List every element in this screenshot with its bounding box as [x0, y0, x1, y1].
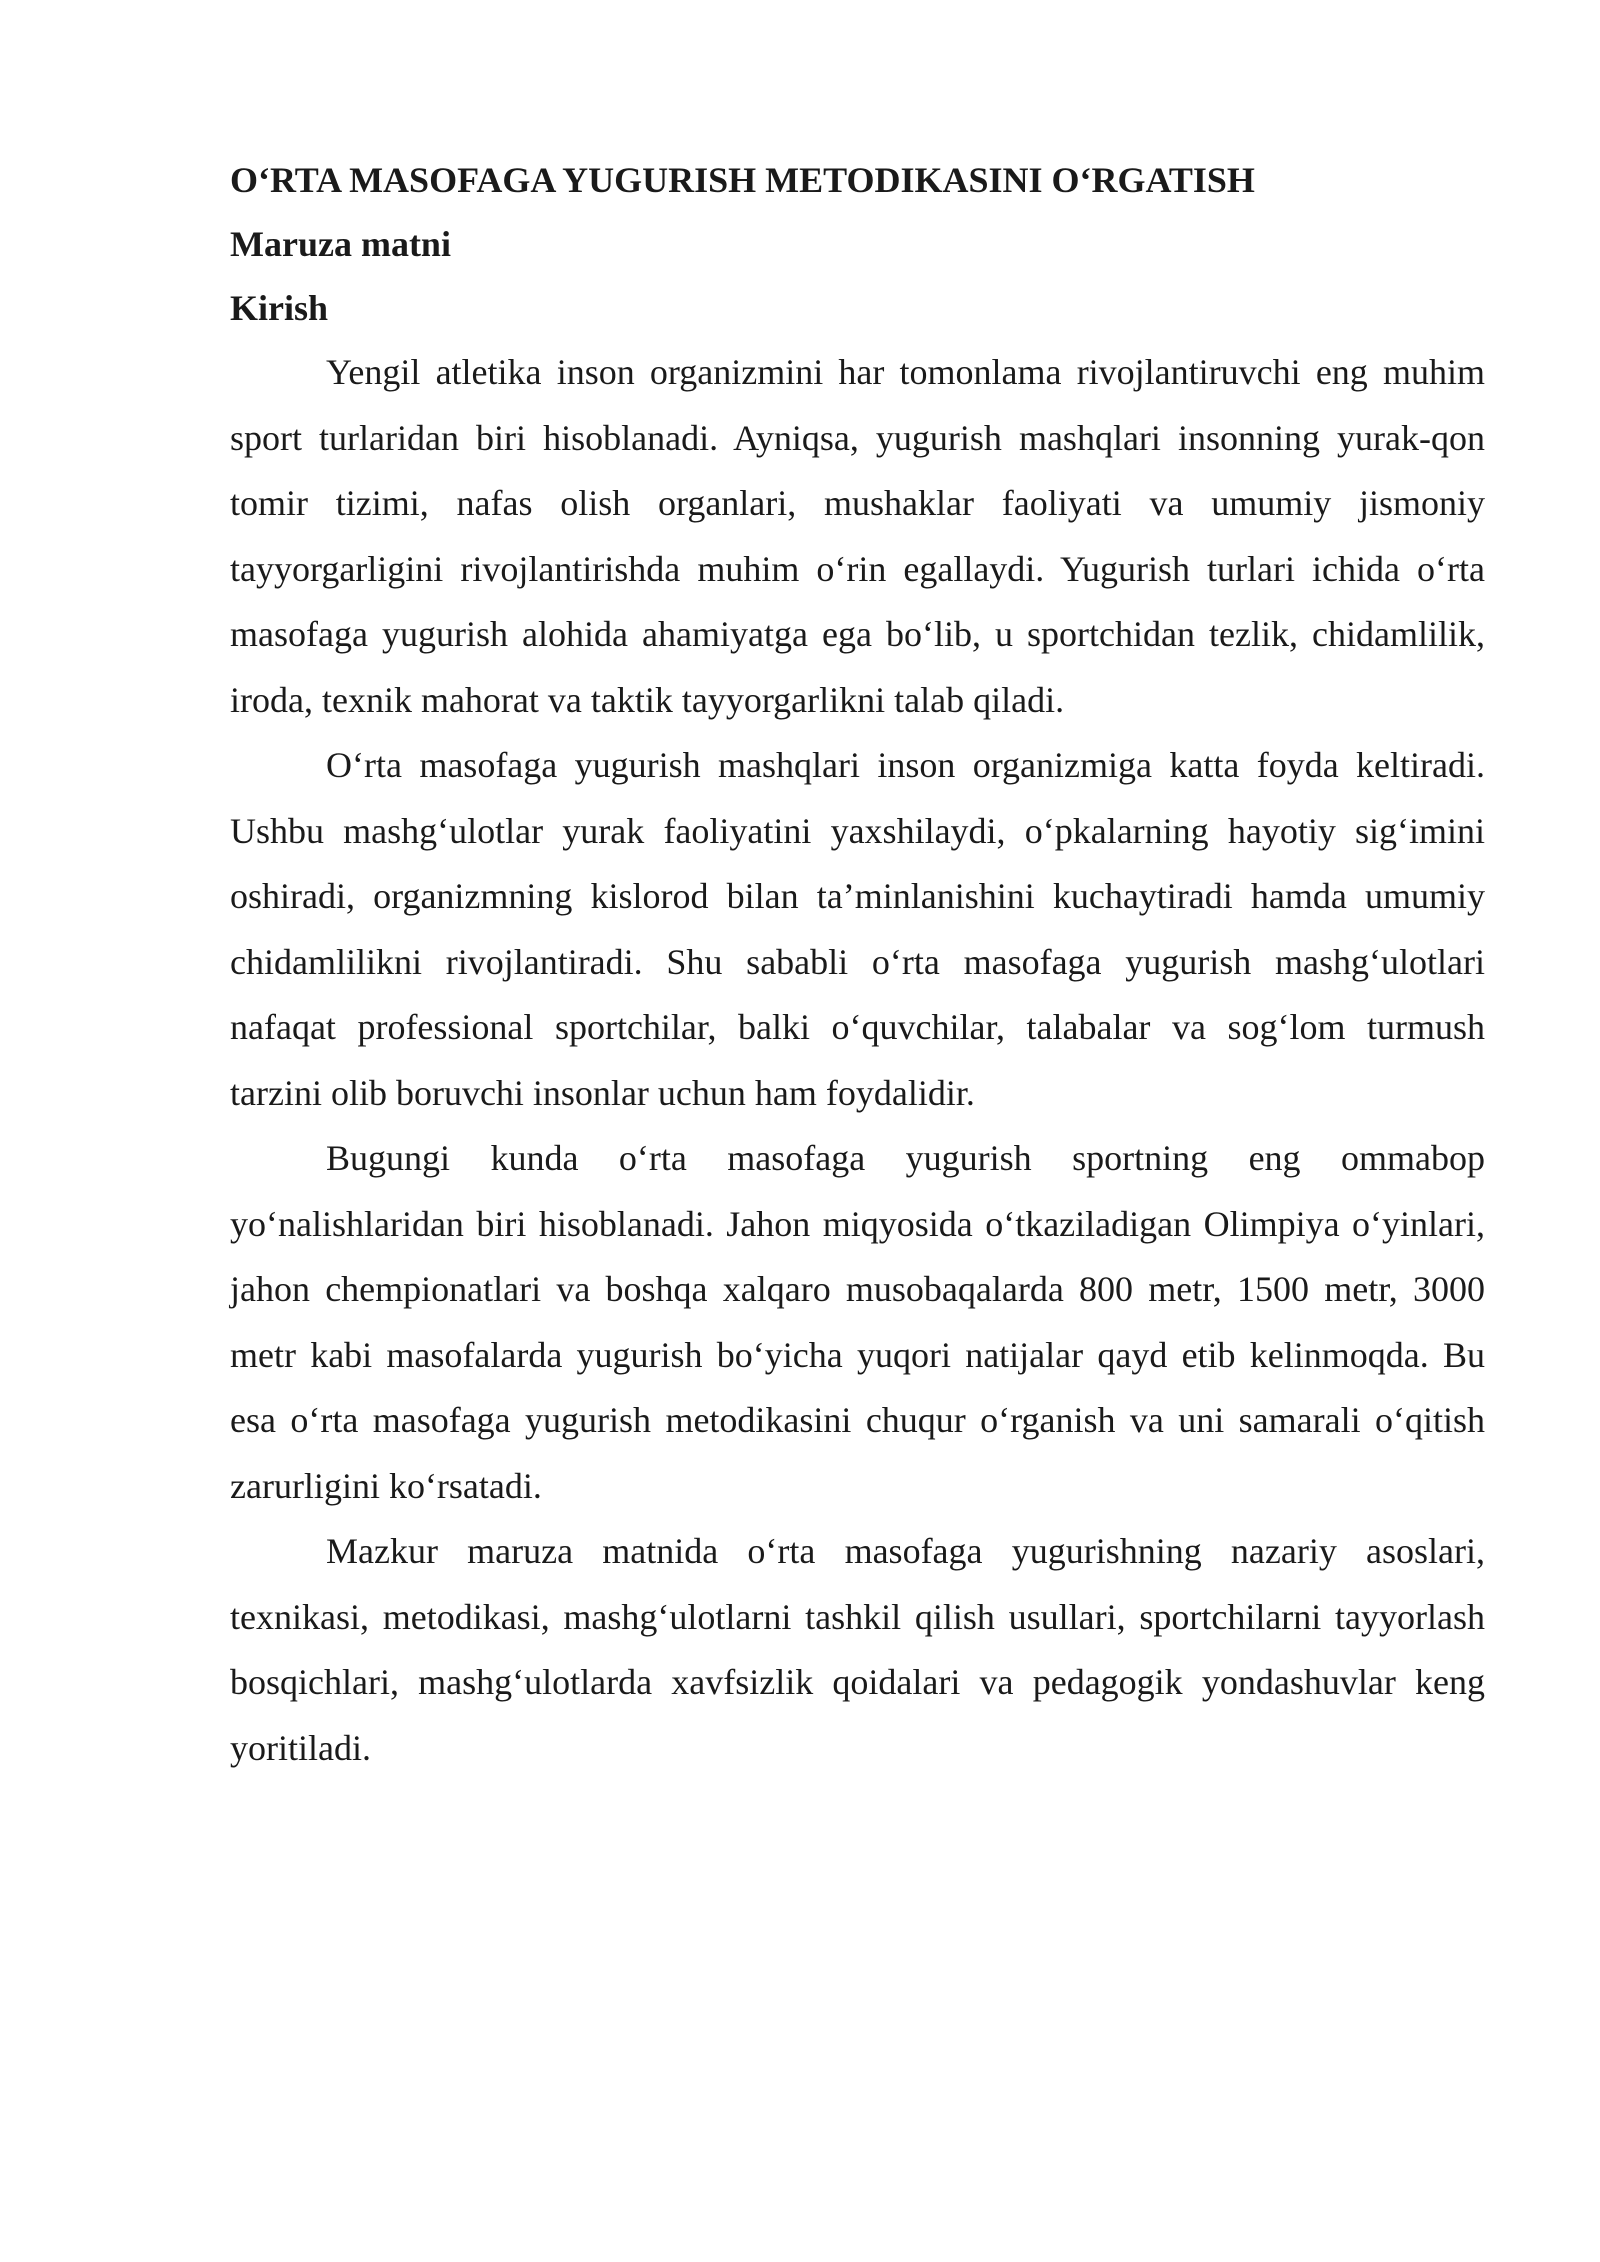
paragraph: Mazkur maruza matnida o‘rta masofaga yugurishning nazariy asoslari, texnikasi, metodikasi, mashg‘ulotlarni tashkil qilish usullari, sportchilarni tayyorlash bosqichlari, mashg‘ulotlarda xavfsizlik qoidalari va pedagogik yondashuvlar keng yoritiladi. — [230, 1531, 1485, 1768]
paragraph: Bugungi kunda o‘rta masofaga yugurish sportning eng ommabop yo‘nalishlaridan biri hisoblanadi. Jahon miqyosida o‘tkaziladigan Olimpiya o‘yinlari, jahon chempionatlari va boshqa xalqaro musobaqalarda 800 metr, 1500 metr, 3000 metr kabi masofalarda yugurish bo‘yicha yuqori natijalar qayd etib kelinmoqda. Bu esa o‘rta masofaga yugurish metodikasini chuqur o‘rganish va uni samarali o‘qitish zarurligini ko‘rsatadi. — [230, 1138, 1485, 1506]
document-title: O‘RTA MASOFAGA YUGURISH METODIKASINI O‘RGATISH — [230, 160, 1255, 200]
paragraph: Yengil atletika inson organizmini har tomonlama rivojlantiruvchi eng muhim sport turlaridan biri hisoblanadi. Ayniqsa, yugurish mashqlari insonning yurak-qon tomir tizimi, nafas olish organlari, mushaklar faoliyati va umumiy jismoniy tayyorgarligini rivojlantirishda muhim o‘rin egallaydi. Yugurish turlari ichida o‘rta masofaga yugurish alohida ahamiyatga ega bo‘lib, u sportchidan tezlik, chidamlilik, iroda, texnik mahorat va taktik tayyorgarlikni talab qiladi. — [230, 352, 1485, 720]
document-subtitle: Maruza matni — [230, 224, 451, 264]
paragraph: O‘rta masofaga yugurish mashqlari inson organizmiga katta foyda keltiradi. Ushbu mashg‘ulotlar yurak faoliyatini yaxshilaydi, o‘pkalarning hayotiy sig‘imini oshiradi, organizmning kislorod bilan ta’minlanishini kuchaytiradi hamda umumiy chidamlilikni rivojlantiradi. Shu sababli o‘rta masofaga yugurish mashg‘ulotlari nafaqat professional sportchilar, balki o‘quvchilar, talabalar va sog‘lom turmush tarzini olib boruvchi insonlar uchun ham foydalidir. — [230, 745, 1485, 1113]
section-heading: Kirish — [230, 288, 329, 328]
document-body — [230, 148, 1485, 1781]
